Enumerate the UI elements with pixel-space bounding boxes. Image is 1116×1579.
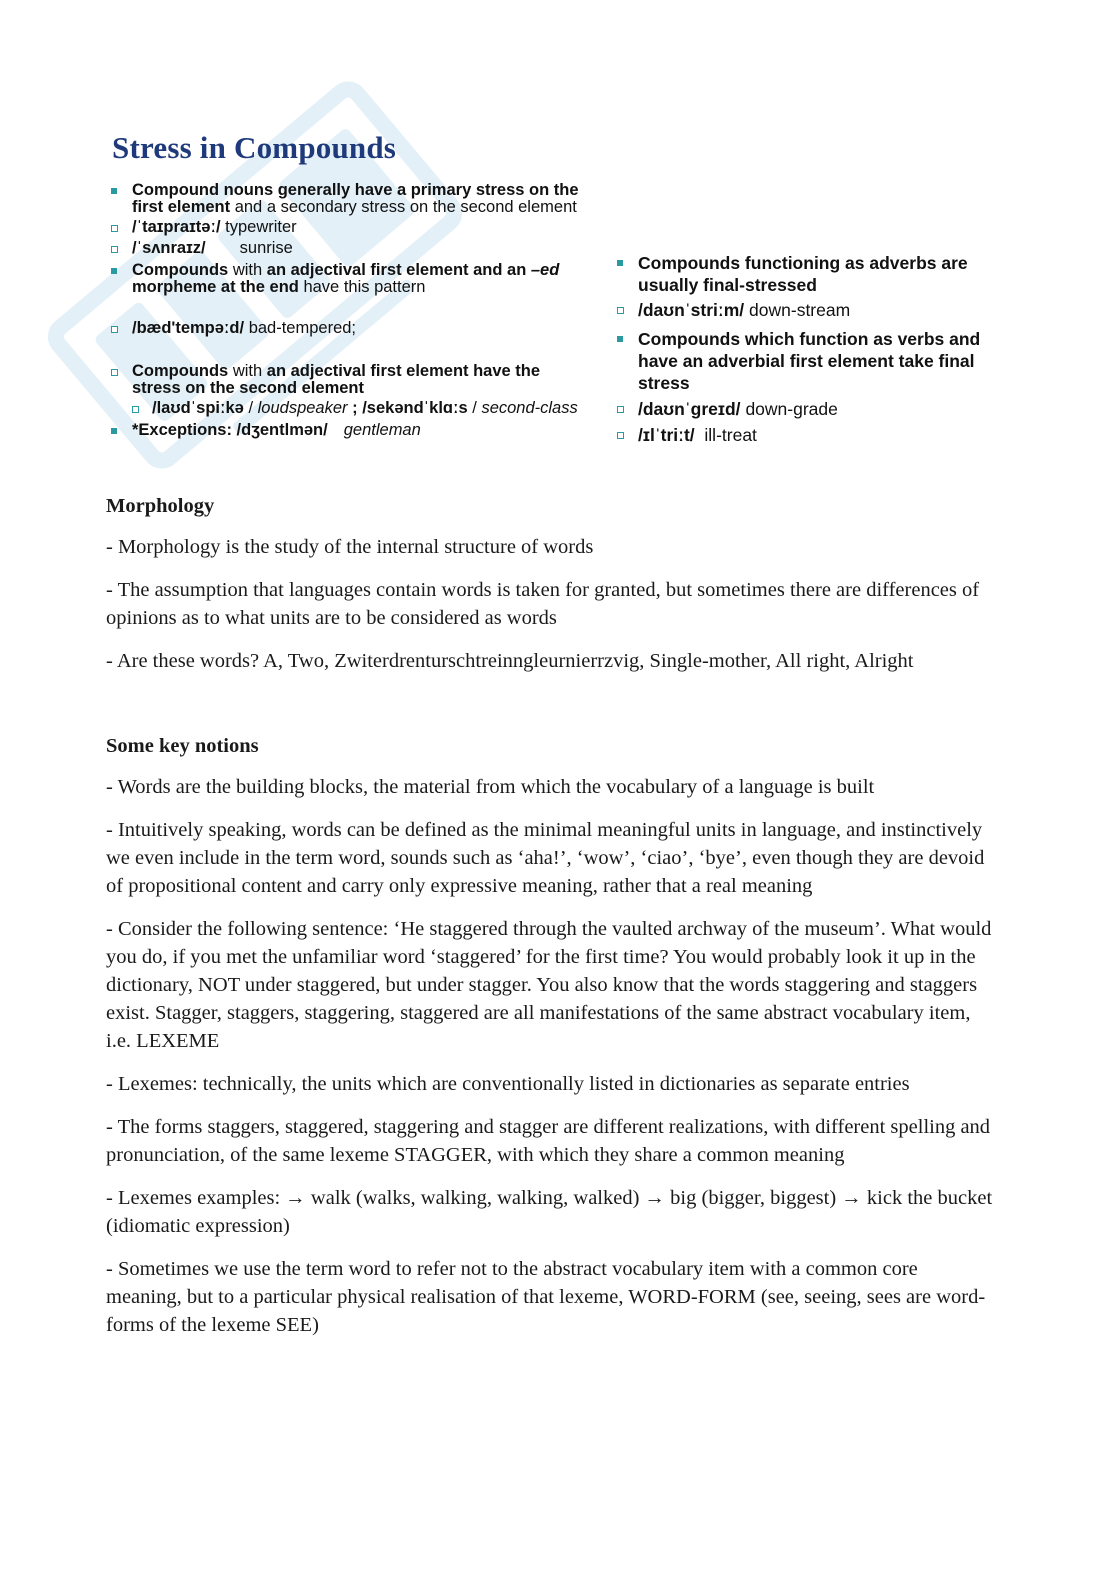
bullet-marker [111, 268, 117, 274]
bullet-text-bold: an adjectival first element have the [266, 362, 541, 380]
bullet-text: Compound nouns generally have a primary stress on the [132, 181, 579, 199]
example-word: down-grade [745, 399, 838, 419]
bullet-text-rest: have this pattern [298, 278, 426, 296]
document-body [106, 492, 996, 1354]
bullet-marker [617, 336, 623, 342]
bullet-text-bold: stress [638, 373, 690, 393]
bullet-marker [111, 428, 117, 434]
bullet-marker [617, 260, 623, 266]
bullet-text-bold: Compounds functioning as adverbs are [638, 253, 968, 273]
bullet-text-bold: an adjectival first element and an [266, 261, 531, 279]
bullet-marker [111, 188, 117, 194]
bullet-text-rest: with [228, 362, 267, 380]
paragraph: - Consider the following sentence: ‘He staggered through the vaulted archway of the museum’. What would you do, if you met the unfamiliar word ‘staggered’ for the first time? You would probably look it up in the dictionary, NOT under staggered, but under stagger. You also know that the words staggering and staggers exist. Stagger, staggers, staggering, staggered are all manifestations of the same abstract vocabulary item, i.e. LEXEME [106, 918, 992, 1052]
bullet-text-bold: stress on the second element [132, 379, 364, 397]
square-bullet-marker [111, 326, 118, 333]
paragraph: - Lexemes examples: → walk (walks, walking, walking, walked) → big (bigger, biggest) → kick the bucket (idiomatic expression) [106, 1187, 993, 1237]
bullet-text-bold: first element [132, 198, 231, 216]
paragraph: - Are these words? A, Two, Zwiterdrenturschtreinngleurnierrzvig, Single-mother, All right, Alright [106, 650, 914, 672]
square-bullet-marker [111, 225, 118, 232]
paragraph: - Morphology is the study of the internal structure of words [106, 536, 594, 558]
paragraph: - Intuitively speaking, words can be defined as the minimal meaningful units in language, and instinctively we even include in the term word, sounds such as ‘aha!’, ‘wow’, ‘ciao’, ‘bye’, even though they are devoid of propositional content and carry only expressive meaning, rather that a real meaning [106, 819, 985, 897]
ipa-transcription: /bæd'tempəːd/ [132, 319, 245, 337]
square-bullet-marker [617, 432, 624, 439]
ipa-transcription: /laʊdˈspiːkə [152, 399, 244, 417]
square-bullet-marker [132, 406, 139, 413]
paragraph: - Words are the building blocks, the material from which the vocabulary of a language is built [106, 776, 875, 798]
bullet-text-bold: Compounds which function as verbs and [638, 329, 981, 349]
bullet-text-bold: usually final-stressed [638, 275, 817, 295]
square-bullet-marker [617, 406, 624, 413]
ipa-transcription: *Exceptions: /dʒentlmən/ [132, 421, 328, 439]
slide-title: Stress in Compounds [112, 130, 397, 165]
paragraph: - The forms staggers, staggered, staggering and stagger are different realizations, with different spelling and pronunciation, of the same lexeme STAGGER, with which they share a common meaning [106, 1116, 991, 1166]
paragraph: - The assumption that languages contain words is taken for granted, but sometimes there are differences of opinions as to what units are to be considered as words [106, 579, 980, 629]
ipa-transcription: /sekəndˈklɑːs [362, 399, 468, 417]
ipa-transcription: /daʊnˈgreɪd/ [638, 399, 741, 419]
heading-morphology: Morphology [106, 495, 215, 517]
example-word: second-class [481, 399, 578, 417]
example-word: down-stream [749, 300, 851, 320]
paragraph: - Sometimes we use the term word to refer not to the abstract vocabulary item with a common core meaning, but to a particular physical realisation of that lexeme, WORD-FORM (see, seeing, sees are word-forms of the lexeme SEE) [106, 1258, 986, 1336]
compound-stress-slide [108, 124, 1008, 454]
bullet-text-bold: Compounds [132, 261, 229, 279]
ipa-transcription: /ˈsʌnraɪz/ [132, 239, 206, 257]
example-word: ill-treat [704, 425, 757, 445]
ipa-transcription: /ɪlˈtriːt/ [638, 425, 695, 445]
example-word: sunrise [239, 239, 293, 257]
square-bullet-marker [111, 369, 118, 376]
separator: / [467, 399, 482, 417]
example-word: typewriter [225, 218, 297, 236]
bullet-text-italic: –ed [530, 261, 560, 279]
example-word: bad-tempered; [248, 319, 357, 337]
bullet-text-rest: and a secondary stress on the second element [230, 198, 577, 216]
separator: / [243, 399, 258, 417]
separator: ; [347, 399, 363, 417]
example-word: loudspeaker [257, 399, 348, 417]
heading-key-notions: Some key notions [106, 735, 259, 757]
square-bullet-marker [617, 307, 624, 314]
bullet-text-bold: Compounds [132, 362, 229, 380]
square-bullet-marker [111, 246, 118, 253]
paragraph: - Lexemes: technically, the units which are conventionally listed in dictionaries as separate entries [106, 1073, 910, 1095]
bullet-text-bold: morpheme at the end [132, 278, 299, 296]
bullet-text-bold: have an adverbial first element take final [638, 351, 975, 371]
ipa-transcription: /daʊnˈstriːm/ [638, 300, 745, 320]
ipa-transcription: /ˈtaɪpraɪtəː/ [132, 218, 221, 236]
bullet-text-rest: with [228, 261, 267, 279]
example-word: gentleman [343, 421, 421, 439]
